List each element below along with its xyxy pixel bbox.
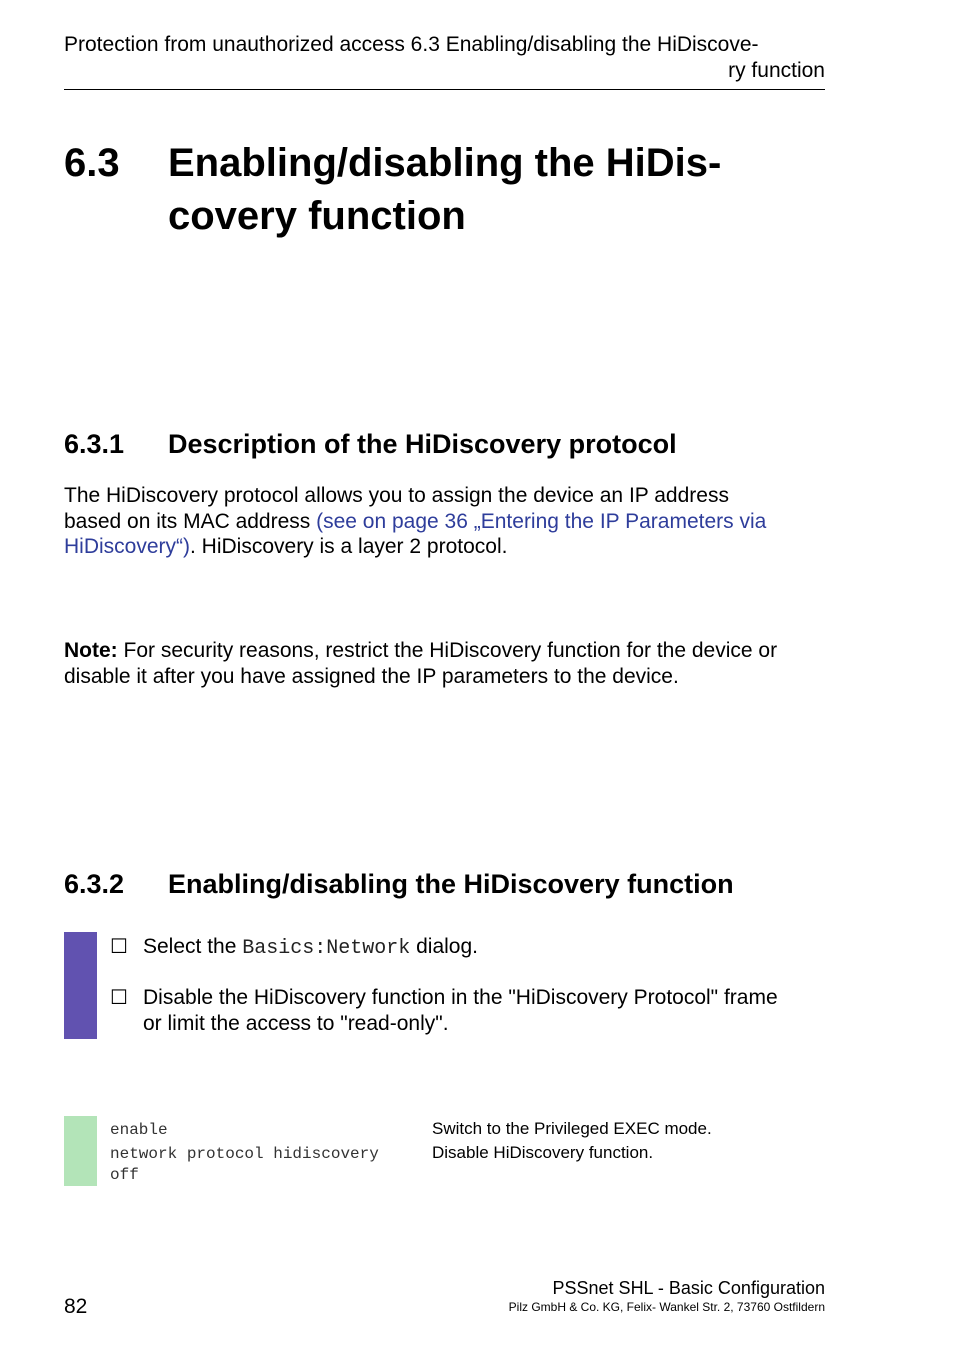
gui-instructions-marker — [64, 932, 97, 1039]
running-header — [64, 32, 825, 84]
note-text: For security reasons, restrict the HiDiscovery function for the device or — [117, 639, 778, 662]
step2-text — [110, 985, 830, 1037]
description-line1: The HiDiscovery protocol allows you to assign the device an IP address — [64, 484, 729, 507]
checkbox-icon: ☐ — [110, 936, 128, 958]
subsection-1-number: 6.3.1 — [64, 429, 125, 459]
step-disable-hidiscovery — [110, 985, 830, 1037]
subsection-1-title: Description of the HiDiscovery protocol — [168, 429, 677, 459]
cli-command-line1: network protocol hidiscovery — [110, 1145, 379, 1163]
step1-text — [110, 934, 830, 962]
footer-company-address: Pilz GmbH & Co. KG, Felix- Wankel Str. 2, 73760 Ostfildern — [508, 1300, 825, 1314]
cross-reference-link-continued[interactable]: HiDiscovery“) — [64, 535, 190, 558]
step2-line1: Disable the HiDiscovery function in the "HiDiscovery Protocol" frame — [143, 986, 778, 1009]
step1-before: Select the — [143, 935, 243, 958]
security-note — [64, 638, 834, 689]
section-title-line2: covery function — [168, 194, 466, 238]
description-text: based on its MAC address — [64, 509, 317, 533]
section-number: 6.3 — [64, 141, 120, 185]
cli-description-hidiscovery-off: Disable HiDiscovery function. — [432, 1143, 654, 1162]
running-header-line1: Protection from unauthorized access 6.3 Enabling/disabling the HiDiscove- — [64, 33, 759, 56]
hidiscovery-description — [64, 483, 834, 560]
page-number: 82 — [64, 1295, 88, 1318]
running-header-line2: ry function — [728, 59, 825, 82]
header-divider — [64, 89, 825, 90]
step1-after: dialog. — [410, 935, 478, 958]
subsection-2-number: 6.3.2 — [64, 869, 125, 899]
footer — [440, 1277, 825, 1315]
note-line1 — [64, 638, 834, 664]
description-line2 — [64, 509, 834, 535]
cross-reference-link[interactable]: (see on page 36 „Entering the IP Parameters via — [316, 509, 767, 533]
section-title-line1: Enabling/disabling the HiDis- — [168, 141, 722, 185]
description-text-end: . HiDiscovery is a layer 2 protocol. — [190, 535, 508, 558]
section-title — [168, 137, 828, 243]
cli-command-line2: off — [110, 1166, 139, 1184]
cli-command-hidiscovery-off — [110, 1142, 379, 1187]
subsection-2-title: Enabling/disabling the HiDiscovery function — [168, 869, 734, 899]
footer-document-title: PSSnet SHL - Basic Configuration — [552, 1278, 825, 1298]
step2-line2: or limit the access to "read-only". — [143, 1012, 449, 1035]
cli-instructions-marker — [64, 1116, 97, 1186]
note-label: Note: — [64, 639, 118, 662]
cli-description-enable: Switch to the Privileged EXEC mode. — [432, 1119, 712, 1138]
dialog-name: Basics:Network — [242, 937, 411, 960]
description-line3 — [64, 534, 834, 560]
checkbox-icon: ☐ — [110, 987, 128, 1009]
cli-command-enable: enable — [110, 1121, 168, 1139]
note-line2: disable it after you have assigned the IP parameters to the device. — [64, 664, 679, 688]
step-select-dialog — [110, 934, 830, 962]
